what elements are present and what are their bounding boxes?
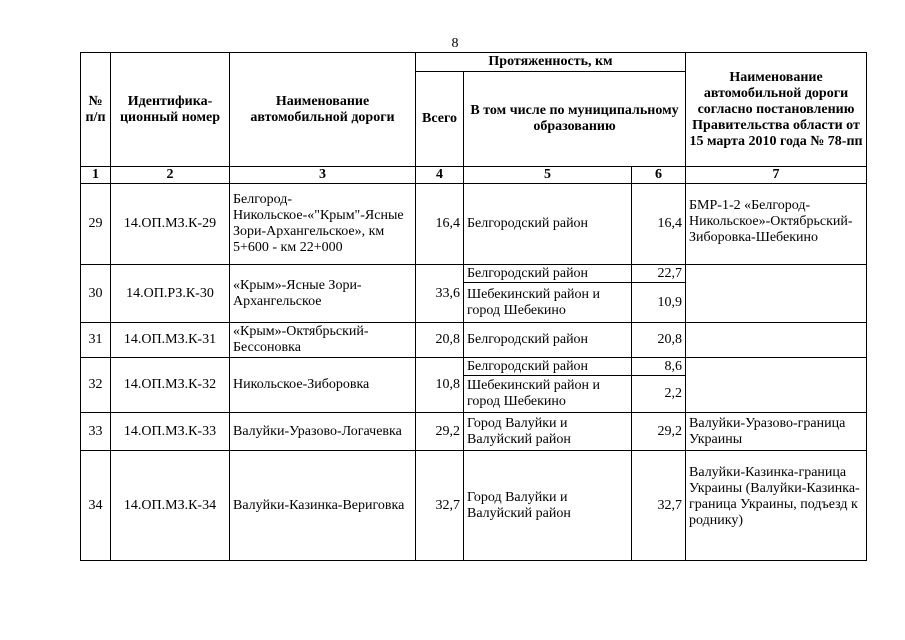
column-number: 6 [632,167,686,184]
row-decree-name: Валуйки-Казинка-граница Украины (Валуйки-Казинка-граница Украины, подъезд к роднику) [686,451,867,561]
table-row [81,413,867,451]
row-id: 14.ОП.МЗ.К-33 [111,413,230,451]
row-area: Шебекинский район и город Шебекино [464,283,632,323]
row-area: Белгородский район [464,358,632,376]
row-area: Белгородский район [464,265,632,283]
header-municipal: В том числе по муниципальному образованию [464,72,686,167]
row-area-km: 22,7 [632,265,686,283]
row-road-name: Валуйки-Уразово-Логачевка [230,413,416,451]
row-total-km: 16,4 [416,184,464,265]
header-length: Протяженность, км [416,53,686,72]
table-row [81,184,867,265]
row-decree-name: БМР-1-2 «Белгород-Никольское»-Октябрьский-Зиборовка-Шебекино [686,184,867,265]
table-row [81,358,867,376]
column-number: 1 [81,167,111,184]
row-area-km: 16,4 [632,184,686,265]
row-decree-name [686,358,867,413]
page-number: 8 [451,36,459,51]
row-road-name: Белгород-Никольское-«"Крым"-Ясные Зори-Архангельское», км 5+600 - км 22+000 [230,184,416,265]
row-area-km: 29,2 [632,413,686,451]
row-id: 14.ОП.МЗ.К-29 [111,184,230,265]
row-road-name: «Крым»-Октябрьский-Бессоновка [230,323,416,358]
row-total-km: 10,8 [416,358,464,413]
row-area: Город Валуйки и Валуйский район [464,451,632,561]
row-num: 33 [81,413,111,451]
row-num: 30 [81,265,111,323]
row-total-km: 29,2 [416,413,464,451]
row-area-km: 20,8 [632,323,686,358]
row-num: 34 [81,451,111,561]
header-decree: Наименование автомобильной дороги согласно постановлению Правительства области от 15 марта 2010 года № 78-пп [686,53,867,167]
table-row [81,265,867,283]
row-id: 14.ОП.МЗ.К-34 [111,451,230,561]
header-num: № п/п [81,53,111,167]
row-total-km: 32,7 [416,451,464,561]
row-area-km: 8,6 [632,358,686,376]
column-number: 3 [230,167,416,184]
row-decree-name: Валуйки-Уразово-граница Украины [686,413,867,451]
header-total: Всего [416,72,464,167]
row-area-km: 32,7 [632,451,686,561]
column-number: 2 [111,167,230,184]
row-road-name: Валуйки-Казинка-Вериговка [230,451,416,561]
row-area-km: 10,9 [632,283,686,323]
row-area: Белгородский район [464,184,632,265]
table-row [81,323,867,358]
row-road-name: «Крым»-Ясные Зори-Архангельское [230,265,416,323]
row-decree-name [686,323,867,358]
row-total-km: 20,8 [416,323,464,358]
column-number: 5 [464,167,632,184]
column-number: 7 [686,167,867,184]
roads-table [80,52,867,561]
row-id: 14.ОП.РЗ.К-30 [111,265,230,323]
column-number: 4 [416,167,464,184]
row-area: Белгородский район [464,323,632,358]
row-area: Шебекинский район и город Шебекино [464,376,632,413]
table-row [81,451,867,561]
row-area-km: 2,2 [632,376,686,413]
row-road-name: Никольское-Зиборовка [230,358,416,413]
row-total-km: 33,6 [416,265,464,323]
row-num: 29 [81,184,111,265]
row-id: 14.ОП.МЗ.К-32 [111,358,230,413]
row-num: 32 [81,358,111,413]
row-area: Город Валуйки и Валуйский район [464,413,632,451]
row-decree-name [686,265,867,323]
header-id: Идентифика-ционный номер [111,53,230,167]
row-id: 14.ОП.МЗ.К-31 [111,323,230,358]
row-num: 31 [81,323,111,358]
header-name: Наименование автомобильной дороги [230,53,416,167]
